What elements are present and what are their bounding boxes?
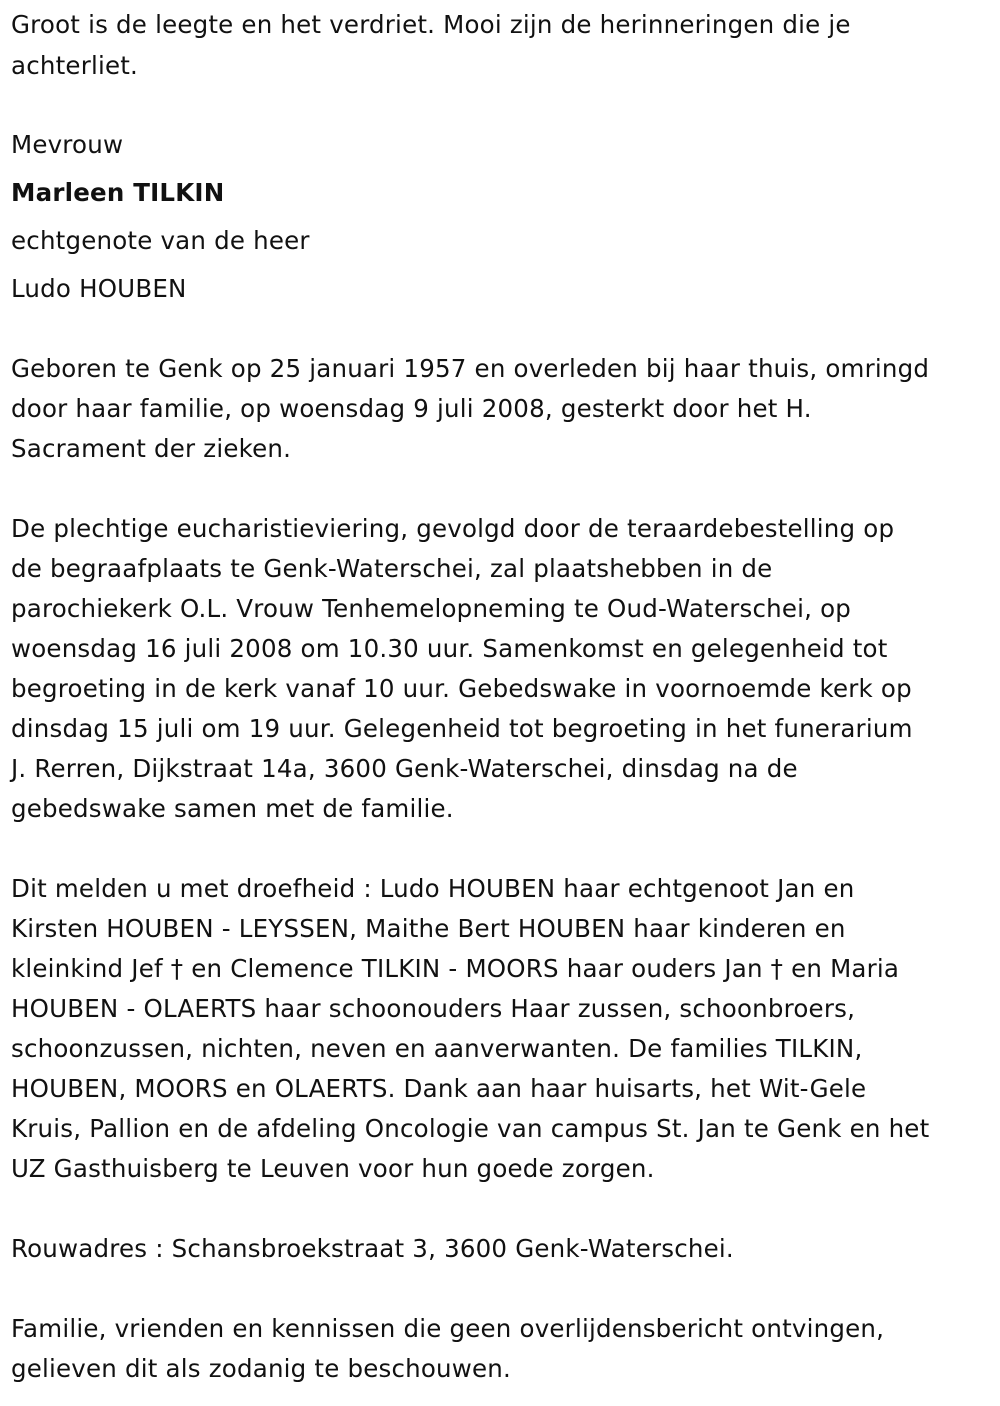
ceremony-text-line: dinsdag 15 juli om 19 uur. Gelegenheid tot begroeting in het funerarium: [11, 714, 913, 743]
relation-text: echtgenote van de heer: [11, 226, 310, 255]
birth-death-text-line: Geboren te Genk op 25 januari 1957 en overleden bij haar thuis, omringd: [11, 354, 930, 383]
birth-death-text-line: Sacrament der zieken.: [11, 434, 292, 463]
mourning-address: Rouwadres : Schansbroekstraat 3, 3600 Genk-Waterschei.: [11, 1234, 734, 1263]
family-text-line: HOUBEN - OLAERTS haar schoonouders Haar zussen, schoonbroers,: [11, 994, 856, 1023]
family-text-line: Dit melden u met droefheid : Ludo HOUBEN haar echtgenoot Jan en: [11, 874, 855, 903]
ceremony-text-line: de begraafplaats te Genk-Waterschei, zal plaatshebben in de: [11, 554, 773, 583]
birth-death-text-line: door haar familie, op woensdag 9 juli 2008, gesterkt door het H.: [11, 394, 812, 423]
family-text-line: kleinkind Jef † en Clemence TILKIN - MOORS haar ouders Jan † en Maria: [11, 954, 900, 983]
ceremony-text-line: begroeting in de kerk vanaf 10 uur. Gebedswake in voornoemde kerk op: [11, 674, 912, 703]
family-text-line: Kirsten HOUBEN - LEYSSEN, Maithe Bert HOUBEN haar kinderen en: [11, 914, 846, 943]
closing-text-line: gelieven dit als zodanig te beschouwen.: [11, 1354, 512, 1383]
family-text-line: Kruis, Pallion en de afdeling Oncologie van campus St. Jan te Genk en het: [11, 1114, 930, 1143]
closing-text-line: Familie, vrienden en kennissen die geen overlijdensbericht ontvingen,: [11, 1314, 885, 1343]
family-text-line: schoonzussen, nichten, neven en aanverwanten. De families TILKIN,: [11, 1034, 863, 1063]
ceremony-text-line: J. Rerren, Dijkstraat 14a, 3600 Genk-Waterschei, dinsdag na de: [11, 754, 798, 783]
family-text-line: UZ Gasthuisberg te Leuven voor hun goede zorgen.: [11, 1154, 655, 1183]
spouse-name: Ludo HOUBEN: [11, 274, 187, 303]
salutation: Mevrouw: [11, 130, 124, 159]
ceremony-text-line: De plechtige eucharistieviering, gevolgd door de teraardebestelling op: [11, 514, 895, 543]
family-text-line: HOUBEN, MOORS en OLAERTS. Dank aan haar huisarts, het Wit-Gele: [11, 1074, 867, 1103]
intro-text-line: Groot is de leegte en het verdriet. Mooi zijn de herinneringen die je: [11, 10, 851, 39]
deceased-name: Marleen TILKIN: [11, 178, 225, 207]
intro-text-line: achterliet.: [11, 51, 139, 80]
ceremony-text-line: parochiekerk O.L. Vrouw Tenhemelopneming te Oud-Waterschei, op: [11, 594, 852, 623]
ceremony-text-line: gebedswake samen met de familie.: [11, 794, 454, 823]
ceremony-text-line: woensdag 16 juli 2008 om 10.30 uur. Samenkomst en gelegenheid tot: [11, 634, 888, 663]
